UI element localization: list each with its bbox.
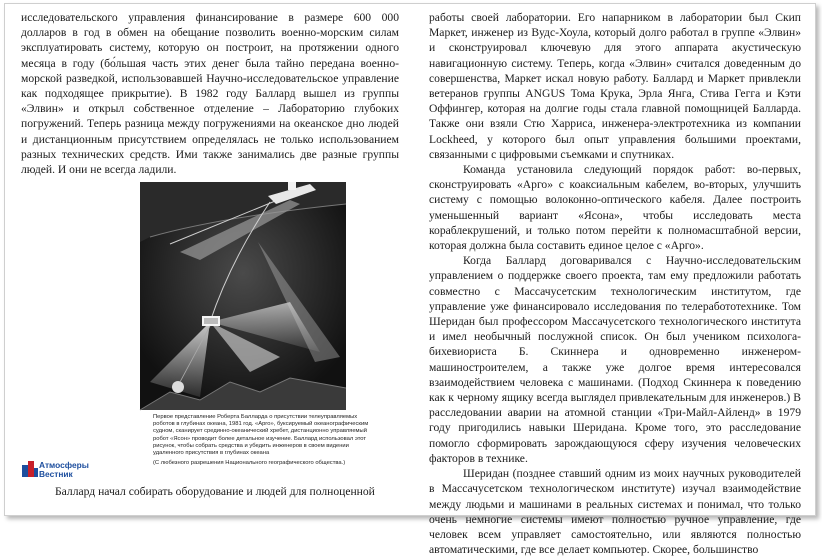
paragraph: исследовательского управления финансирование в размере 600 000 долларов в год в обмен на обещание позволить военно-морским силам эксплуатировать систему, которую он построит, на протяжении одного месяца в году (бо́льшая часть этих денег была тайно передана военно-морской разведкой, использовавшей Научно-исследовательское управление как подходящее прикрытие). В 1982 году Баллард вышел из группы «Элвин» и открыл собственное отделение – Лабораторию глубоких погружений. Теперь разница между погружениями на океанское дно людей и дистанционным присутствием определялась не только использованием разных технических средств. Ими также занимались две разные группы людей. И они не всегда ладили. <box>21 11 399 177</box>
right-column <box>429 10 801 557</box>
publisher-logo <box>21 459 91 481</box>
paragraph: Когда Баллард договаривался с Научно-исследовательским управлением о поддержке своего проекта, там ему предложили работать совместно с Массачусетским технологическим институтом, где управление уже финансировало исследования по телеработотехнике. Том Шеридан был профессором Массачусетского технологического института и имел необычный послужной список. Он был учеником психолога-бихевиориста Б. Скиннера и одновременно инженером-машиностроителем, а также уже долгое время интересовался взаимодействием человека с машинами. (Подход Скиннера к поведению как к черному ящику всегда выглядел привлекательным для инженеров.) В расследовании аварии на атомной станции «Три-Майл-Айленд» в 1979 году пригодились навыки Шеридана. Кроме того, это расследование помогло сформировать зарождающуюся сферу изучения человеческих факторов в технике. <box>429 254 801 465</box>
paragraph: Команда установила следующий порядок работ: во-первых, сконструировать «Арго» с коаксиальным кабелем, во-вторых, улучшить систему с помощью волоконно-оптического кабеля. Далее построить уменьшенный вариант «Ясона», чтобы исследовать места кораблекрушений, и только потом перейти к полномасштабной версии, которая должна была составить единое целое с «Арго». <box>429 163 801 253</box>
logo-text-line2: Вестник <box>39 469 73 479</box>
paragraph: Шеридан (позднее ставший одним из моих научных руководителей в Массачусетском технологическом институте) изучал взаимодействие между людьми и машинами в реальных системах и понимал, что только очень немногие системы имеют полностью ручное управление, где человек всем управляет самостоятельно, или являются полностью автоматическими, где все делает компьютер. Скорее, большинство <box>429 467 801 557</box>
illustration-argo-jason <box>140 182 346 410</box>
page-spread <box>4 3 816 557</box>
left-bottom-line: Баллард начал собирать оборудование и людей для полноценной <box>55 485 375 498</box>
logo-text-line1: Атмосферы <box>39 460 89 470</box>
figure-caption <box>153 414 375 467</box>
caption-credit: (С любезного разрешения Национального географического общества.) <box>153 460 346 467</box>
left-column <box>21 10 399 177</box>
illustration-drawing <box>140 182 346 410</box>
paragraph: работы своей лаборатории. Его напарником в лаборатории был Скип Маркет, инженер из Вудс-Хоула, который долго работал в группе «Элвин» и сконструировал ключевую для этого аппарата акустическую навигационную систему. Теперь, когда «Элвин» считался доведенным до совершенства, Маркет искал новую работу. Баллард и Маркет привлекли ветеранов группы ANGUS Тома Крука, Эрла Янга, Стива Гегга и Кэти Оффингер, которая на долгие годы стала главной помощницей Балларда. Также они взяли Стю Харриса, инженера-электротехника из компании Lockheed, у которого был опыт управления большими проектами, связанными с цифровыми съемками и спутниках. <box>429 11 801 161</box>
logo-mark-icon <box>21 459 41 479</box>
caption-text: Первое представление Роберта Балларда о присутствии телеуправляемых роботов в глубинах океана, 1981 год. «Арго», буксируемый океанографическим судном, сканирует срединно-океанический хребет, дистанционно управляемый робот «Ясон» проводит более детальное изучение. Баллард использовал этот рисунок, чтобы собрать средства и убедить инженеров в своем видении удаленного присутствия в глубинах океана <box>153 414 369 457</box>
